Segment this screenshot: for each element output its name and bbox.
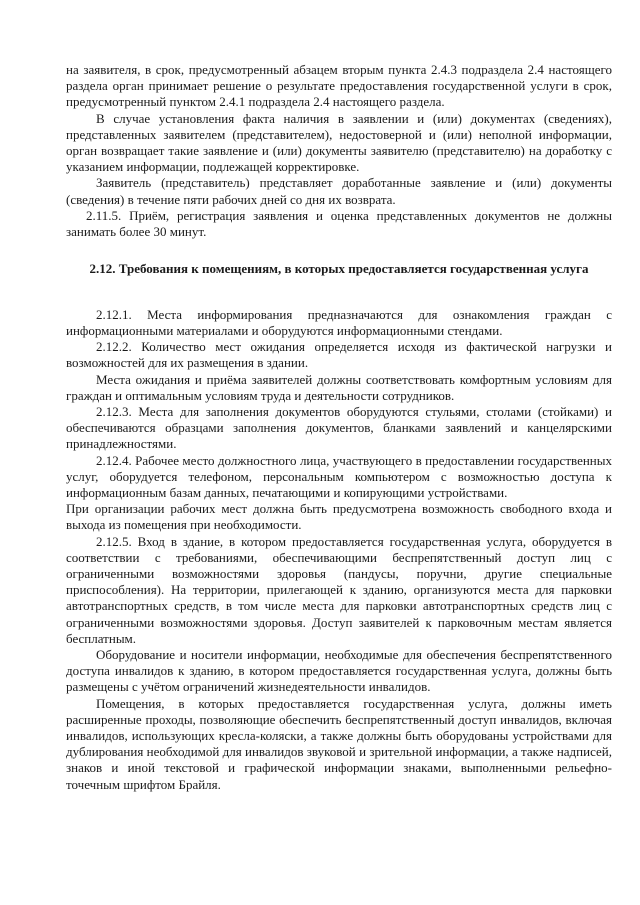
paragraph: Оборудование и носители информации, необходимые для обеспечения беспрепятственного доступа инвалидов к зданию, в котором предоставляется государственная услуга, должны быть размещены с учётом ограничений жизнедеятельности инвалидов. [66,647,612,695]
document-page [66,62,612,793]
section-heading: 2.12. Требования к помещениям, в которых предоставляется государственная услуга [89,261,589,277]
paragraph: на заявителя, в срок, предусмотренный абзацем вторым пункта 2.4.3 подраздела 2.4 настоящего раздела орган принимает решение о результате предоставления государственной услуги в срок, предусмотренный пунктом 2.4.1 подраздела 2.4 настоящего раздела. [66,62,612,110]
paragraph: Заявитель (представитель) представляет доработанные заявление и (или) документы (сведения) в течение пяти рабочих дней со дня их возврата. [66,175,612,207]
paragraph: Места ожидания и приёма заявителей должны соответствовать комфортным условиям для граждан и оптимальным условиям труда и деятельности сотрудников. [66,371,612,403]
paragraph: 2.11.5. Приём, регистрация заявления и оценка представленных документов не должны занимать более 30 минут. [66,207,612,240]
paragraph: 2.12.3. Места для заполнения документов оборудуются стульями, столами (стойками) и обеспечиваются образцами заполнения документов, бланками заявлений и канцелярскими принадлежностями. [66,403,612,452]
paragraph: Помещения, в которых предоставляется государственная услуга, должны иметь расширенные проходы, позволяющие обеспечить беспрепятственный доступ инвалидов, включая инвалидов, использующих кресла-коляски, а также должны быть оборудованы устройствами для дублирования необходимой для инвалидов звуковой и зрительной информации, а также надписей, знаков и иной текстовой и графической информации знаками, выполненными рельефно-точечным шрифтом Брайля. [66,695,612,792]
paragraph: При организации рабочих мест должна быть предусмотрена возможность свободного входа и выхода из помещения при необходимости. [66,501,612,533]
paragraph: В случае установления факта наличия в заявлении и (или) документах (сведениях), представленных заявителем (представителем), недостоверной и (или) неполной информации, орган возвращает такие заявление и (или) документы заявителю (представителю) на доработку с указанием информации, подлежащей корректировке. [66,110,612,175]
paragraph: 2.12.2. Количество мест ожидания определяется исходя из фактической нагрузки и возможностей для их размещения в здании. [66,339,612,371]
paragraph: 2.12.5. Вход в здание, в котором предоставляется государственная услуга, оборудуется в соответствии с требованиями, обеспечивающими беспрепятственный доступ лиц с ограниченными возможностями здоровья (пандусы, поручни, другие специальные приспособления). На территории, прилегающей к зданию, организуются места для парковки автотранспортных средств, в том числе места для парковки автотранспортных средств лиц с ограниченными возможностями здоровья. Доступ заявителей к парковочным местам является бесплатным. [66,533,612,646]
paragraph: 2.12.4. Рабочее место должностного лица, участвующего в предоставлении государственных услуг, оборудуется телефоном, персональным компьютером с возможностью доступа к информационным базам данных, печатающими и копирующими устройствами. [66,452,612,500]
paragraph: 2.12.1. Места информирования предназначаются для ознакомления граждан с информационными материалами и оборудуются информационными стендами. [66,306,612,338]
